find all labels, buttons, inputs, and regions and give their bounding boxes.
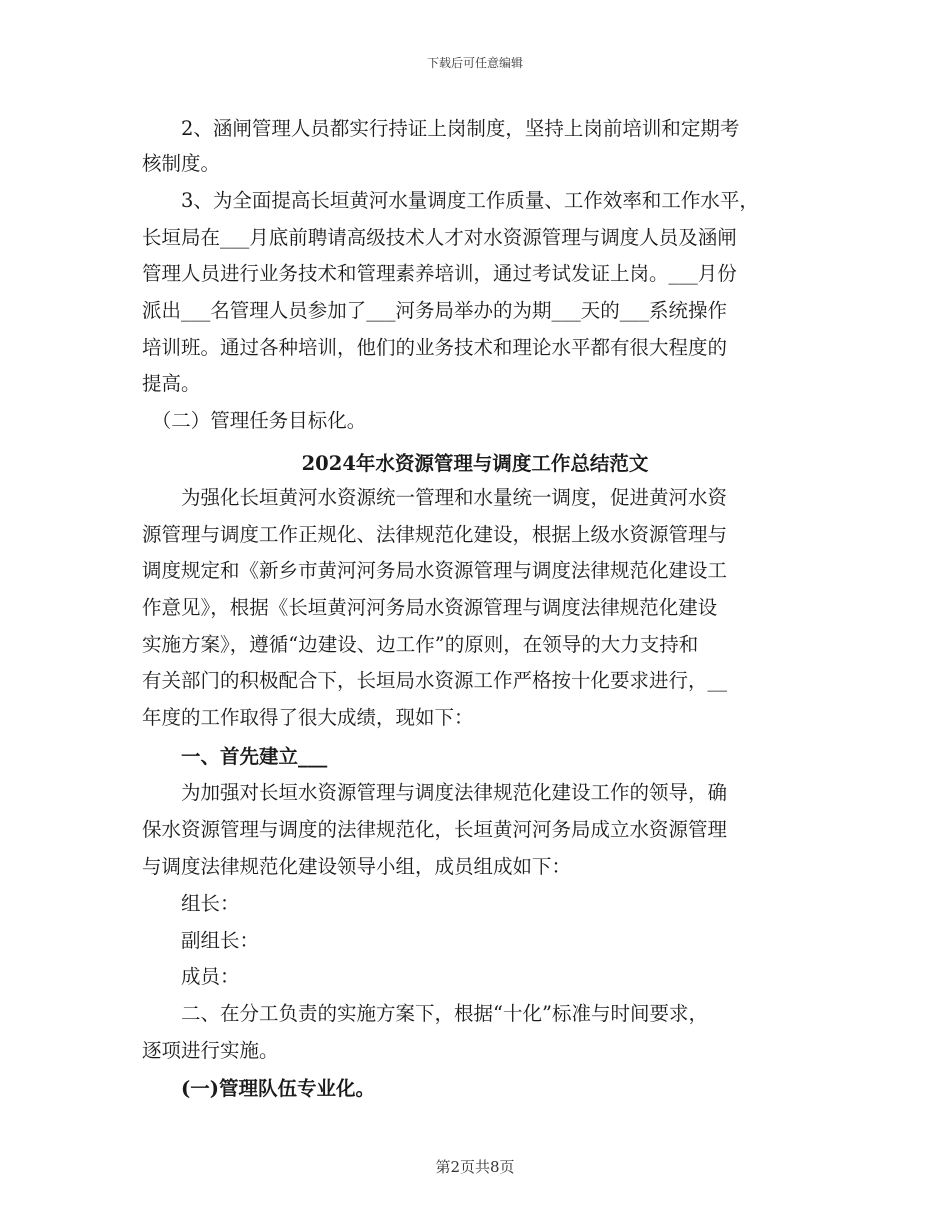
paragraph-line: 2、涵闸管理人员都实行持证上岗制度，坚持上岗前培训和定期考 <box>142 117 740 140</box>
paragraph-line: 派出___名管理人员参加了___河务局举办的为期___天的___系统操作 <box>142 299 728 322</box>
paragraph-line: 管理人员进行业务技术和管理素养培训，通过考试发证上岗。___月份 <box>142 262 737 285</box>
section-heading: 一、首先建立___ <box>142 745 328 768</box>
paragraph-line: 为强化长垣黄河水资源统一管理和水量统一调度，促进黄河水资 <box>142 486 728 509</box>
paragraph-line: 作意见》，根据《长垣黄河河务局水资源管理与调度法律规范化建设 <box>142 596 718 619</box>
paragraph-line: 二、在分工负责的实施方案下，根据“十化”标准与时间要求， <box>142 1002 708 1025</box>
paragraph-line: 组长： <box>142 892 240 915</box>
paragraph-line: 培训班。通过各种培训，他们的业务技术和理论水平都有很大程度的 <box>142 336 728 359</box>
paragraph-line: 为加强对长垣水资源管理与调度法律规范化建设工作的领导，确 <box>142 781 728 804</box>
paragraph-line: 核制度。 <box>142 152 221 175</box>
paragraph-line: 副组长： <box>142 929 260 952</box>
section-heading: (一)管理队伍专业化。 <box>142 1077 375 1100</box>
paragraph-line: 长垣局在___月底前聘请高级技术人才对水资源管理与调度人员及涵闸 <box>142 226 737 249</box>
paragraph-line: 与调度法律规范化建设领导小组，成员组成如下： <box>142 855 572 878</box>
paragraph-line: 调度规定和《新乡市黄河河务局水资源管理与调度法律规范化建设工 <box>142 559 728 582</box>
paragraph-line: 源管理与调度工作正规化、法律规范化建设，根据上级水资源管理与 <box>142 523 728 546</box>
section-heading: （二）管理任务目标化。 <box>142 409 367 432</box>
paragraph-line: 有关部门的积极配合下，长垣局水资源工作严格按十化要求进行，__ <box>142 669 728 692</box>
page-header-note: 下载后可任意编辑 <box>426 56 523 70</box>
paragraph-line: 实施方案》，遵循“边建设、边工作”的原则，在领导的大力支持和 <box>142 633 699 656</box>
paragraph-line: 提高。 <box>142 372 201 395</box>
document-title: 2024年水资源管理与调度工作总结范文 <box>301 452 649 475</box>
paragraph-line: 保水资源管理与调度的法律规范化，长垣黄河河务局成立水资源管理 <box>142 818 728 841</box>
paragraph-line: 年度的工作取得了很大成绩，现如下： <box>142 706 474 729</box>
paragraph-line: 成员： <box>142 965 240 988</box>
paragraph-line: 3、为全面提高长垣黄河水量调度工作质量、工作效率和工作水平， <box>142 189 759 212</box>
paragraph-line: 逐项进行实施。 <box>142 1039 279 1062</box>
page-number: 第2页共8页 <box>435 1158 515 1176</box>
